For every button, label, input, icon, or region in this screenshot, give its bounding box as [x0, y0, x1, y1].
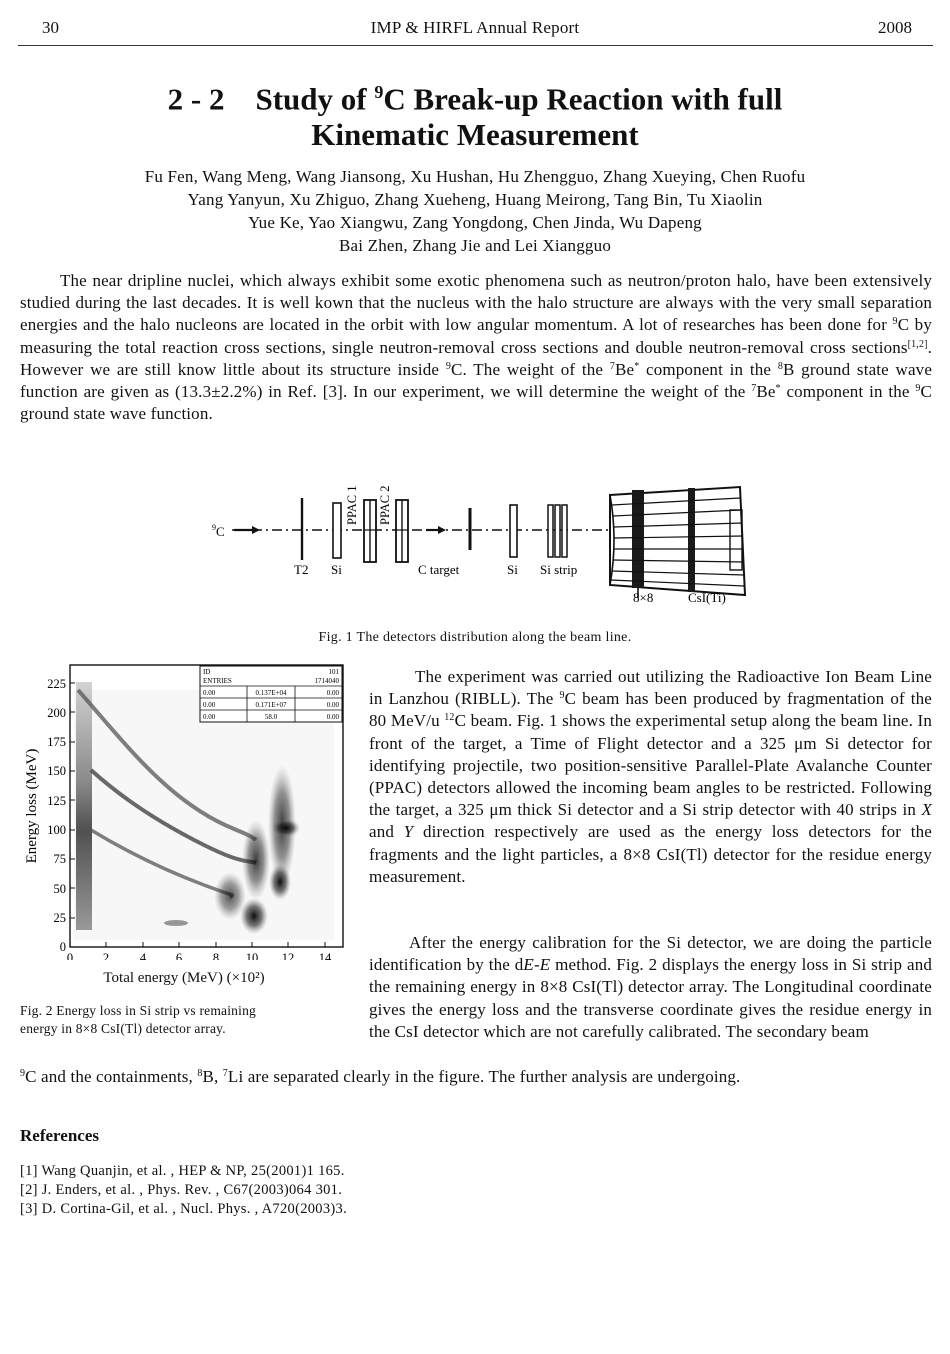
- svg-text:225: 225: [47, 677, 66, 691]
- analysis-paragraph-end: $^9$C and the containments, $^8$B, $^7$Li are separated clearly in the figure. The further analysis are undergoing.: [20, 1067, 741, 1086]
- svg-text:ENTRIES: ENTRIES: [203, 677, 232, 685]
- svg-text:125: 125: [47, 794, 66, 808]
- references-heading: References: [20, 1126, 99, 1145]
- label-c-target: C target: [418, 562, 460, 577]
- article-title: 2 - 2 Study of $^9$C Break-up Reaction with full Kinematic Measurement: [167, 81, 783, 153]
- si-detector-2: [510, 505, 517, 557]
- svg-text:0.00: 0.00: [326, 689, 339, 697]
- label-si-2: Si: [507, 562, 518, 577]
- figure-1-caption: Fig. 1 The detectors distribution along the beam line.: [318, 630, 632, 645]
- label-csi: CsI(Ti): [688, 590, 726, 605]
- svg-text:150: 150: [47, 764, 66, 778]
- intro-paragraph: The near dripline nuclei, which always exhibit some exotic phenomena such as neutron/proton halo, have been extensively studied during the last decades. It is well kown that the nucleus with the halo structure are always with the very small separation energies and the halo nucleons are located in the orbit with low angular momentum. A lot of researches has been done for $^9$C by measuring the total reaction cross sections, single neutron-removal cross sections and double neutron-removal cross sections[1,2]. However we are still know little about its structure inside $^9$C. The weight of the $^7$Be* component in the $^8$B ground state wave function are given as (13.3±2.2%) in Ref. [3]. In our experiment, we will determine the weight of the $^7$Be* component in the $^9$C ground state wave function.: [20, 271, 933, 424]
- svg-text:0.171E+07: 0.171E+07: [255, 701, 287, 709]
- svg-text:0.00: 0.00: [326, 701, 339, 709]
- author-line: Yue Ke, Yao Xiangwu, Zang Yongdong, Chen Jinda, Wu Dapeng: [248, 213, 702, 232]
- svg-text:8: 8: [212, 951, 220, 960]
- svg-text:25: 25: [53, 911, 66, 925]
- svg-text:2: 2: [102, 951, 110, 960]
- y-axis: [47, 677, 66, 954]
- svg-text:0.00: 0.00: [203, 689, 216, 697]
- analysis-paragraph: After the energy calibration for the Si detector, we are doing the particle identification by the dE-E method. Fig. 2 displays the energy loss in Si strip and the remaining energy in 8×8 CsI(Tl) detector array. The Longitudinal coordinate gives the energy loss and the transverse coordinate gives the residue energy in the CsI detector which are not carefully calibrated. The secondary beam: [369, 933, 932, 1041]
- experiment-paragraph: The experiment was carried out utilizing the Radioactive Ion Beam Line in Lanzhou (RIBLL). The $^9$C beam has been produced by fragmentation of the 80 MeV/u $^{12}$C beam. Fig. 1 shows the experimental setup along the beam line. In front of the target, a Time of Flight detector and a 325 μm Si detector for identifying projectile, two position-sensitive Parallel-Plate Avalanche Counter (PPAC) detectors allowed the incoming beam angles to be restricted. Following the target, a 325 μm thick Si detector and a Si strip detector with 40 strips in X and Y direction respectively are used as the energy loss detectors for the fragments and the light particles, a 8×8 CsI(Tl) detector for the residue energy measurement.: [369, 667, 933, 886]
- citation: [1,2]: [907, 338, 928, 350]
- svg-text:PPAC 2: PPAC 2: [378, 485, 392, 525]
- reference-item: [1] Wang Quanjin, et al. , HEP & NP, 25(2001)1 165.: [20, 1163, 345, 1179]
- section-number: 2 - 2: [167, 81, 225, 117]
- svg-text:0: 0: [66, 951, 74, 960]
- x-axis: [67, 951, 332, 960]
- svg-text:58.0: 58.0: [264, 713, 278, 721]
- reference-item: [2] J. Enders, et al. , Phys. Rev. , C67(2003)064 301.: [20, 1182, 343, 1198]
- label-8x8: 8×8: [633, 590, 654, 605]
- low-energy-column: [76, 682, 92, 930]
- svg-text:0.00: 0.00: [203, 713, 216, 721]
- beam-label: $^9$C: [212, 523, 225, 539]
- si-detector-1: [333, 503, 341, 558]
- figure-2-de-e-plot: [14, 660, 354, 986]
- svg-text:PPAC 1: PPAC 1: [345, 485, 359, 525]
- reference-item: [3] D. Cortina-Gil, et al. , Nucl. Phys. , A720(2003)3.: [20, 1201, 348, 1217]
- svg-text:4: 4: [139, 951, 147, 960]
- csi-array: [610, 487, 745, 598]
- y-axis-label: Energy loss (MeV): [24, 748, 40, 864]
- page-number: 30: [42, 18, 59, 37]
- svg-text:0.00: 0.00: [203, 701, 216, 709]
- running-head: [0, 14, 950, 44]
- year: 2008: [878, 18, 912, 37]
- de-e-scatter: [14, 660, 354, 960]
- svg-text:0: 0: [59, 940, 66, 954]
- figure-1-detector-layout: [200, 470, 760, 620]
- svg-text:1714040: 1714040: [314, 677, 339, 685]
- si-strip-detector: [548, 505, 567, 557]
- reference-list: [20, 1162, 347, 1219]
- figure-2-caption: Fig. 2 Energy loss in Si strip vs remaining energy in 8×8 CsI(Tl) detector array.: [20, 1003, 256, 1036]
- svg-text:50: 50: [53, 882, 66, 896]
- svg-text:ID: ID: [203, 668, 211, 676]
- svg-text:0.00: 0.00: [326, 713, 339, 721]
- svg-text:175: 175: [47, 735, 66, 749]
- author-line: Bai Zhen, Zhang Jie and Lei Xiangguo: [338, 236, 612, 255]
- beam-arrow-icon: [438, 526, 446, 534]
- svg-text:100: 100: [47, 823, 66, 837]
- label-t2: T2: [294, 562, 309, 577]
- svg-text:101: 101: [328, 668, 339, 676]
- author-list: [0, 165, 950, 257]
- header-rule: [18, 45, 933, 46]
- x-axis-label: Total energy (MeV) (×10²): [103, 970, 265, 986]
- author-line: Fu Fen, Wang Meng, Wang Jiansong, Xu Hushan, Hu Zhengguo, Zhang Xueying, Chen Ruofu: [144, 167, 806, 186]
- svg-text:200: 200: [47, 706, 66, 720]
- author-line: Yang Yanyun, Xu Zhiguo, Zhang Xueheng, Huang Meirong, Tang Bin, Tu Xiaolin: [187, 190, 763, 209]
- svg-text:6: 6: [175, 951, 183, 960]
- journal-title: IMP & HIRFL Annual Report: [370, 18, 580, 37]
- svg-text:0.137E+04: 0.137E+04: [255, 689, 287, 697]
- beamline-diagram: [200, 470, 760, 620]
- svg-text:75: 75: [53, 852, 66, 866]
- beam-arrow-icon: [252, 526, 260, 534]
- label-si: Si: [331, 562, 342, 577]
- label-si-strip: Si strip: [540, 562, 578, 577]
- svg-text:10: 10: [245, 951, 259, 960]
- svg-text:14: 14: [318, 951, 332, 960]
- stats-box: [200, 666, 342, 722]
- svg-text:12: 12: [281, 951, 295, 960]
